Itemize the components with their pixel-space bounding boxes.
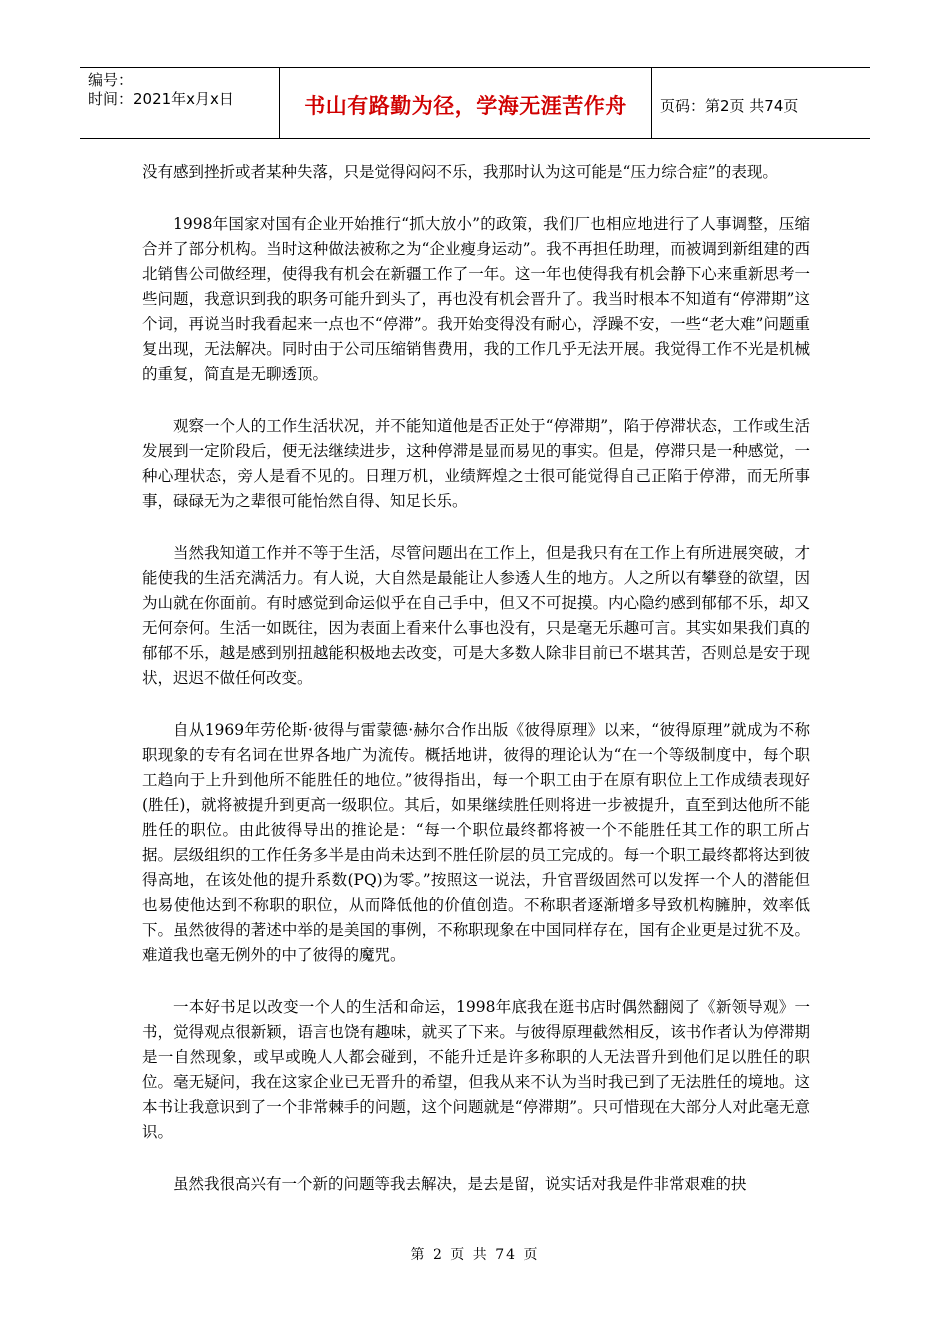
header-page-info: 页码：第2页 共74页: [660, 96, 799, 115]
time-label: 时间：2021年x月x日: [88, 90, 234, 108]
paragraph: 一本好书足以改变一个人的生活和命运，1998年底我在逛书店时偶然翻阅了《新领导观》一书，觉得观点很新颖，语言也饶有趣味，就买了下来。与彼得原理截然相反，该书作者认为停滞期是一自然现象，或早或晚人人都会碰到，不能升迁是许多称职的人无法晋升到他们足以胜任的职位。毫无疑问，我在这家企业已无晋升的希望，但我从来不认为当时我已到了无法胜任的境地。这本书让我意识到了一个非常棘手的问题，这个问题就是“停滞期”。只可惜现在大部分人对此毫无意识。: [142, 998, 810, 1141]
header-motto: 书山有路勤为径，学海无涯苦作舟: [280, 68, 652, 138]
paragraph: 观察一个人的工作生活状况，并不能知道他是否正处于“停滞期”，陷于停滞状态，工作或生活发展到一定阶段后，便无法继续进步，这种停滞是显而易见的事实。但是，停滞只是一种感觉，一种心理状态，旁人是看不见的。日理万机，业绩辉煌之士很可能觉得自己正陷于停滞，而无所事事，碌碌无为之辈很可能怡然自得、知足长乐。: [142, 417, 810, 510]
paragraph: 当然我知道工作并不等于生活，尽管问题出在工作上，但是我只有在工作上有所进展突破，才能使我的生活充满活力。有人说，大自然是最能让人参透人生的地方。人之所以有攀登的欲望，因为山就在你面前。有时感觉到命运似乎在自己手中，但又不可捉摸。内心隐约感到郁郁不乐，却又无何奈何。生活一如既往，因为表面上看来什么事也没有，只是毫无乐趣可言。其实如果我们真的郁郁不乐，越是感到别扭越能积极地去改变，可是大多数人除非目前已不堪其苦，否则总是安于现状，迟迟不做任何改变。: [142, 544, 810, 687]
number-label: 编号：: [88, 71, 134, 89]
page-header: [80, 67, 870, 139]
paragraph: 虽然我很高兴有一个新的问题等我去解决，是去是留，说实话对我是件非常艰难的抉: [173, 1175, 747, 1193]
page-footer: 第 2 页 共 74 页: [410, 1247, 540, 1263]
paragraph: 自从1969年劳伦斯·彼得与雷蒙德·赫尔合作出版《彼得原理》以来，“彼得原理”就成为不称职现象的专有名词在世界各地广为流传。概括地讲，彼得的理论认为“在一个等级制度中，每个职工趋向于上升到他所不能胜任的地位。”彼得指出，每一个职工由于在原有职位上工作成绩表现好(胜任)，就将被提升到更高一级职位。其后，如果继续胜任则将进一步被提升，直至到达他所不能胜任的职位。由此彼得导出的推论是：“每一个职位最终都将被一个不能胜任其工作的职工所占据。层级组织的工作任务多半是由尚未达到不胜任阶层的员工完成的。每一个职工最终都将达到彼得高地，在该处他的提升系数(PQ)为零。”按照这一说法，升官晋级固然可以发挥一个人的潜能但也易使他达到不称职的职位，从而降低他的价值创造。不称职者逐渐增多导致机构臃肿，效率低下。虽然彼得的著述中举的是美国的事例，不称职现象在中国同样存在，国有企业更是过犹不及。难道我也毫无例外的中了彼得的魔咒。: [142, 721, 810, 964]
paragraph: 没有感到挫折或者某种失落，只是觉得闷闷不乐，我那时认为这可能是“压力综合症”的表现。: [142, 163, 778, 181]
paragraph: 1998年国家对国有企业开始推行“抓大放小”的政策，我们厂也相应地进行了人事调整，压缩合并了部分机构。当时这种做法被称之为“企业瘦身运动”。我不再担任助理，而被调到新组建的西北销售公司做经理，使得我有机会在新疆工作了一年。这一年也使得我有机会静下心来重新思考一些问题，我意识到我的职务可能升到头了，再也没有机会晋升了。我当时根本不知道有“停滞期”这个词，再说当时我看起来一点也不“停滞”。我开始变得没有耐心，浮躁不安，一些“老大难”问题重复出现，无法解决。同时由于公司压缩销售费用，我的工作几乎无法开展。我觉得工作不光是机械的重复，简直是无聊透顶。: [142, 215, 810, 383]
header-meta: [80, 68, 280, 138]
document-body: [142, 160, 810, 1224]
